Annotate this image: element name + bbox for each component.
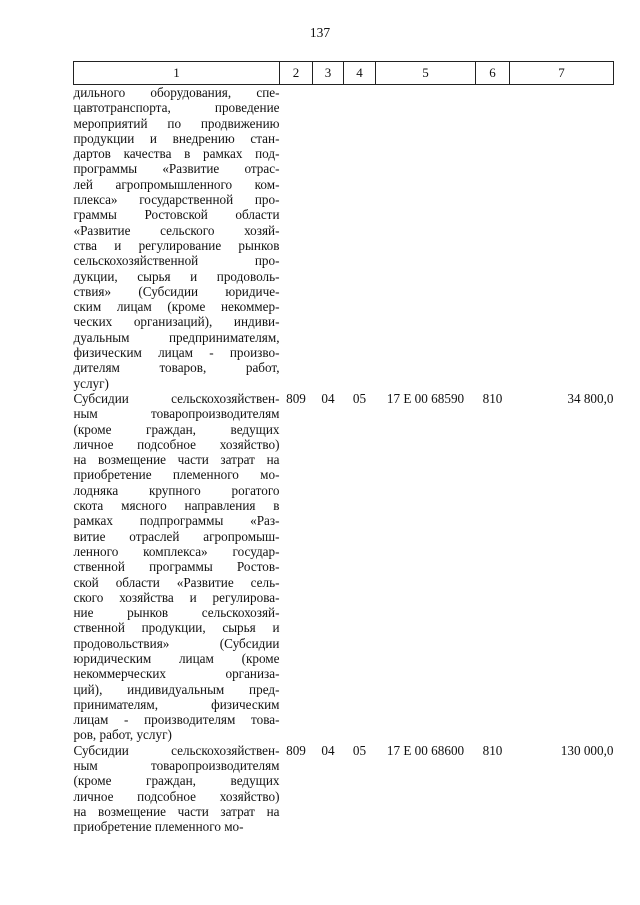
row-description [74, 743, 280, 835]
description-line: продовольствия» (Субсидии [73, 635, 280, 651]
description-line: юридическим лицам (кроме [73, 650, 280, 666]
description-line: лодняка крупного рогатого [73, 482, 280, 498]
page-number: 137 [309, 25, 331, 40]
subsection-code: 05 [352, 742, 367, 758]
description-line: мероприятий по продвижению [73, 115, 280, 131]
description-line: сельскохозяйственной про- [73, 253, 280, 269]
description-line: приобретение племенного мо- [73, 819, 244, 835]
header-cell: 5 [376, 62, 476, 85]
subsection-code [344, 85, 376, 391]
description-line: скота мясного направления в [73, 498, 280, 514]
header-cell: 2 [280, 62, 313, 85]
description-line: лицам - производителям това- [73, 712, 280, 728]
description-line: (кроме граждан, ведущих [73, 773, 280, 789]
expense-type-code: 810 [482, 742, 503, 758]
subsection-code: 05 [352, 390, 367, 406]
description-line: (кроме граждан, ведущих [73, 421, 280, 437]
description-line: ственной программы Ростов- [73, 559, 280, 575]
description-line: ской области «Развитие сель- [73, 574, 280, 590]
description-line: дуальным предпринимателям, [73, 329, 280, 345]
table-row [74, 391, 614, 743]
description-line: граммы Ростовской области [73, 207, 280, 223]
description-line: дителям товаров, работ, [73, 360, 280, 376]
table-body [74, 85, 614, 835]
expense-type-code: 810 [482, 390, 503, 406]
description-line: Субсидии сельскохозяйствен- [73, 742, 280, 758]
description-line: личное подсобное хозяйство) [73, 788, 280, 804]
description-line: продукции и внедрению стан- [73, 130, 280, 146]
header-cell: 7 [510, 62, 614, 85]
description-line: физическим лицам - произво- [73, 345, 280, 361]
description-line: ленного комплекса» государ- [73, 543, 280, 559]
description-line: личное подсобное хозяйство) [73, 436, 280, 452]
description-line: ным товаропроизводителям [73, 758, 280, 774]
table-row [74, 743, 614, 835]
table-row [74, 85, 614, 391]
header-cell: 1 [74, 62, 280, 85]
description-line: ние рынков сельскохозяй- [73, 605, 280, 621]
description-line: на возмещение части затрат на [73, 452, 280, 468]
description-line: плекса» государственной про- [73, 192, 280, 208]
target-article-code: 17 Е 00 68600 [386, 742, 465, 758]
target-article-code [376, 85, 476, 391]
description-line: ций), индивидуальным пред- [73, 681, 280, 697]
section-code: 04 [321, 390, 335, 406]
description-line: «Развитие сельского хозяй- [73, 222, 280, 238]
description-line: ственной продукции, сырья и [73, 620, 280, 636]
description-line: ским лицам (кроме некоммер- [73, 299, 280, 315]
ministry-code: 809 [286, 390, 306, 406]
section-code: 04 [321, 742, 335, 758]
target-article-code: 17 Е 00 68590 [386, 390, 465, 406]
header-cell: 4 [344, 62, 376, 85]
budget-table [73, 61, 614, 835]
amount-value: 34 800,0 [567, 390, 614, 406]
description-line: на возмещение части затрат на [73, 803, 280, 819]
description-line: рамках подпрограммы «Раз- [73, 513, 280, 529]
amount-value [510, 85, 614, 391]
description-line: ческих организаций), индиви- [73, 314, 280, 330]
description-line: лей агропромышленного ком- [73, 176, 280, 192]
description-line: некоммерческих организа- [73, 666, 280, 682]
ministry-code [280, 85, 313, 391]
description-line: дильного оборудования, спе- [73, 85, 280, 100]
description-line: ского хозяйства и регулирова- [73, 589, 280, 605]
row-description [74, 391, 280, 743]
amount-value: 130 000,0 [560, 742, 614, 758]
description-line: цавтотранспорта, проведение [73, 100, 280, 116]
section-code [313, 85, 344, 391]
description-line: принимателям, физическим [73, 696, 280, 712]
description-line: ров, работ, услуг) [73, 727, 172, 743]
description-line: дартов качества в рамках под- [73, 146, 280, 162]
description-line: приобретение племенного мо- [73, 467, 280, 483]
description-line: Субсидии сельскохозяйствен- [73, 390, 280, 406]
ministry-code: 809 [286, 742, 306, 758]
description-line: витие отраслей агропромыш- [73, 528, 280, 544]
table-header [74, 62, 614, 85]
header-cell: 3 [313, 62, 344, 85]
description-line: ствия» (Субсидии юридиче- [73, 283, 280, 299]
header-cell: 6 [476, 62, 510, 85]
description-line: услуг) [73, 375, 109, 391]
expense-type-code [476, 85, 510, 391]
description-line: дукции, сырья и продоволь- [73, 268, 280, 284]
row-description [74, 85, 280, 391]
description-line: программы «Развитие отрас- [73, 161, 280, 177]
description-line: ным товаропроизводителям [73, 406, 280, 422]
description-line: ства и регулирование рынков [73, 237, 280, 253]
